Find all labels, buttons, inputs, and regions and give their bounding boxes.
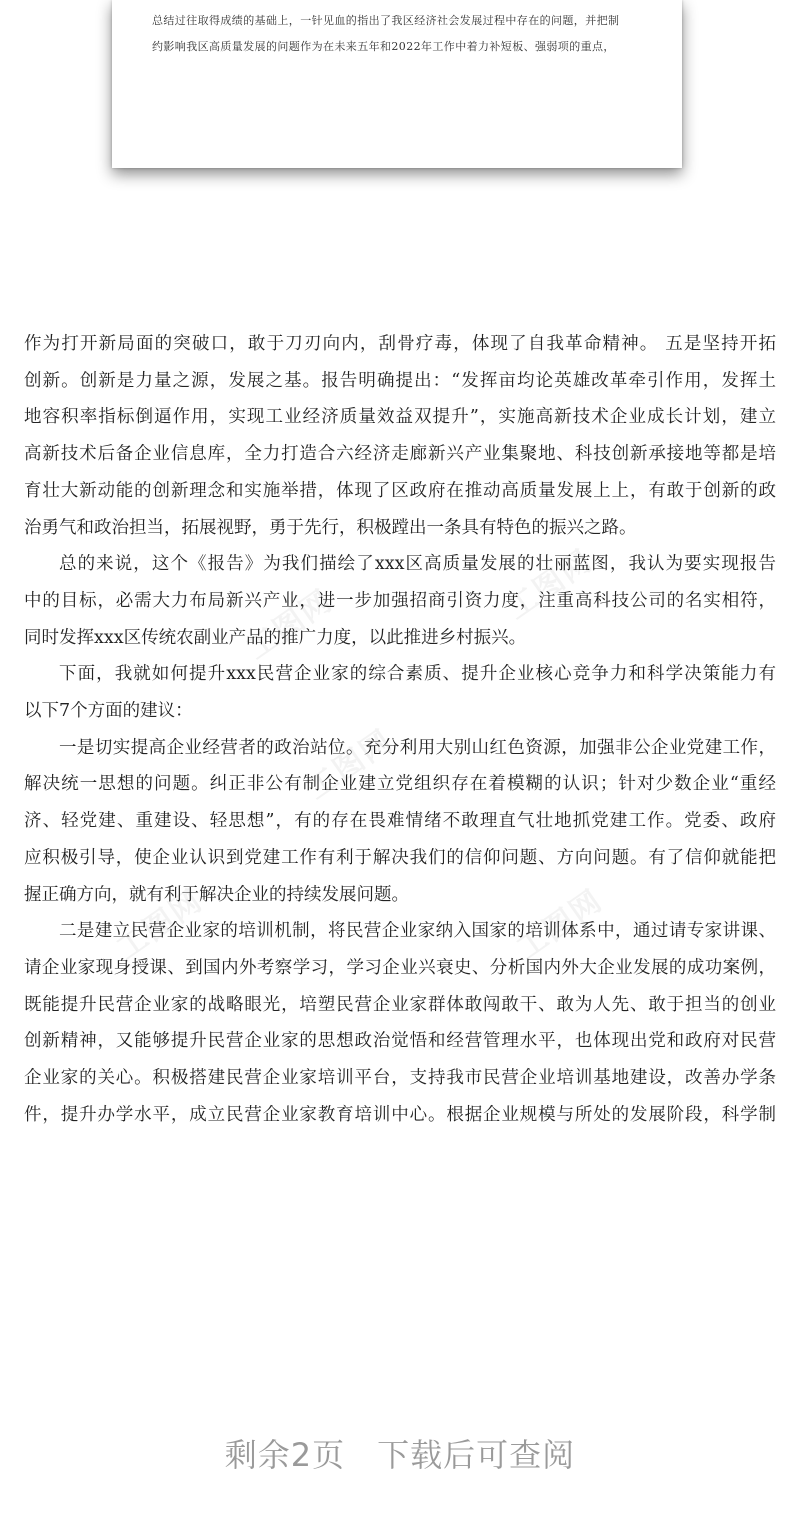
text-line: 济、轻党建、重建设、轻思想”，有的存在畏难情绪不敢理直气壮地抓党建工作。党委、政府: [24, 811, 776, 832]
remaining-pages-label[interactable]: 剩余2页: [224, 1436, 346, 1474]
text-line: 既能提升民营企业家的战略眼光，培塑民营企业家群体敢闯敢干、敢为人先、敢于担当的创业: [24, 994, 776, 1015]
watermark: 工图网: [300, 723, 400, 807]
text-line: 以下7个方面的建议：: [24, 701, 193, 722]
text-line: 高新技术后备企业信息库，全力打造合六经济走廊新兴产业集聚地、科技创新承接地等都是培: [24, 444, 776, 465]
paragraph-suggestion-2: [24, 913, 776, 1133]
download-to-view-link[interactable]: 下载后可查阅: [377, 1436, 576, 1474]
read-more-banner[interactable]: [0, 1430, 800, 1476]
text-line: 总的来说，这个《报告》为我们描绘了xxx区高质量发展的壮丽蓝图，我认为要实现报告: [59, 554, 776, 575]
watermark: 工图网: [240, 583, 340, 667]
text-line: 育壮大新动能的创新理念和实施举措，体现了区政府在推动高质量发展上上，有敢于创新的政: [24, 480, 776, 501]
text-line: 请企业家现身授课、到国内外考察学习，学习企业兴衰史、分析国内外大企业发展的成功案例，: [24, 957, 776, 978]
preview-line-1: 总结过往取得成绩的基础上，一针见血的指出了我区经济社会发展过程中存在的问题，并把制: [152, 14, 620, 27]
watermark: 工图网: [110, 883, 210, 967]
paragraph-innovation: [24, 326, 776, 546]
text-line: 同时发挥xxx区传统农副业产品的推广力度，以此推进乡村振兴。: [24, 627, 527, 648]
text-line: 应积极引导，使企业认识到党建工作有利于解决我们的信仰问题、方向问题。有了信仰就能把: [24, 847, 776, 868]
paragraph-suggestion-1: [24, 730, 776, 914]
text-line: 作为打开新局面的突破口，敢于刀刃向内，刮骨疗毒，体现了自我革命精神。 五是坚持开拓: [24, 334, 776, 354]
text-line: 解决统一思想的问题。纠正非公有制企业建立党组织存在着模糊的认识；针对少数企业“重经: [24, 774, 776, 795]
document-body: [24, 326, 776, 1133]
text-line: 一是切实提高企业经营者的政治站位。充分利用大别山红色资源，加强非公企业党建工作，: [59, 737, 776, 758]
text-line: 中的目标，必需大力布局新兴产业，进一步加强招商引资力度，注重高科技公司的名实相符，: [24, 590, 776, 611]
text-line: 件，提升办学水平，成立民营企业家教育培训中心。根据企业规模与所处的发展阶段，科学制: [24, 1104, 776, 1125]
text-line: 治勇气和政治担当，拓展视野，勇于先行，积极蹚出一条具有特色的振兴之路。: [24, 517, 637, 538]
text-line: 创新。创新是力量之源，发展之基。报告明确提出：“发挥亩均论英雄改革牵引作用，发挥土: [24, 370, 776, 391]
text-line: 二是建立民营企业家的培训机制，将民营企业家纳入国家的培训体系中，通过请专家讲课、: [59, 921, 776, 942]
text-line: 创新精神，又能够提升民营企业家的思想政治觉悟和经营管理水平，也体现出党和政府对民营: [24, 1031, 776, 1052]
watermark: 工图网: [510, 883, 610, 967]
watermark: 工图网: [500, 543, 600, 627]
preview-page-card: [112, 0, 682, 168]
paragraph-summary: [24, 546, 776, 656]
text-line: 企业家的关心。积极搭建民营企业家培训平台，支持我市民营企业培训基地建设，改善办学条: [24, 1068, 776, 1089]
text-line: 地容积率指标倒逼作用，实现工业经济质量效益双提升”，实施高新技术企业成长计划，建立: [24, 407, 776, 428]
preview-line-2: 约影响我区高质量发展的问题作为在未来五年和2022年工作中着力补短板、强弱项的重点，: [152, 40, 615, 53]
text-line: 握正确方向，就有利于解决企业的持续发展问题。: [24, 884, 409, 905]
text-line: 下面，我就如何提升xxx民营企业家的综合素质、提升企业核心竞争力和科学决策能力有: [59, 664, 776, 685]
paragraph-suggestions-intro: [24, 656, 776, 729]
